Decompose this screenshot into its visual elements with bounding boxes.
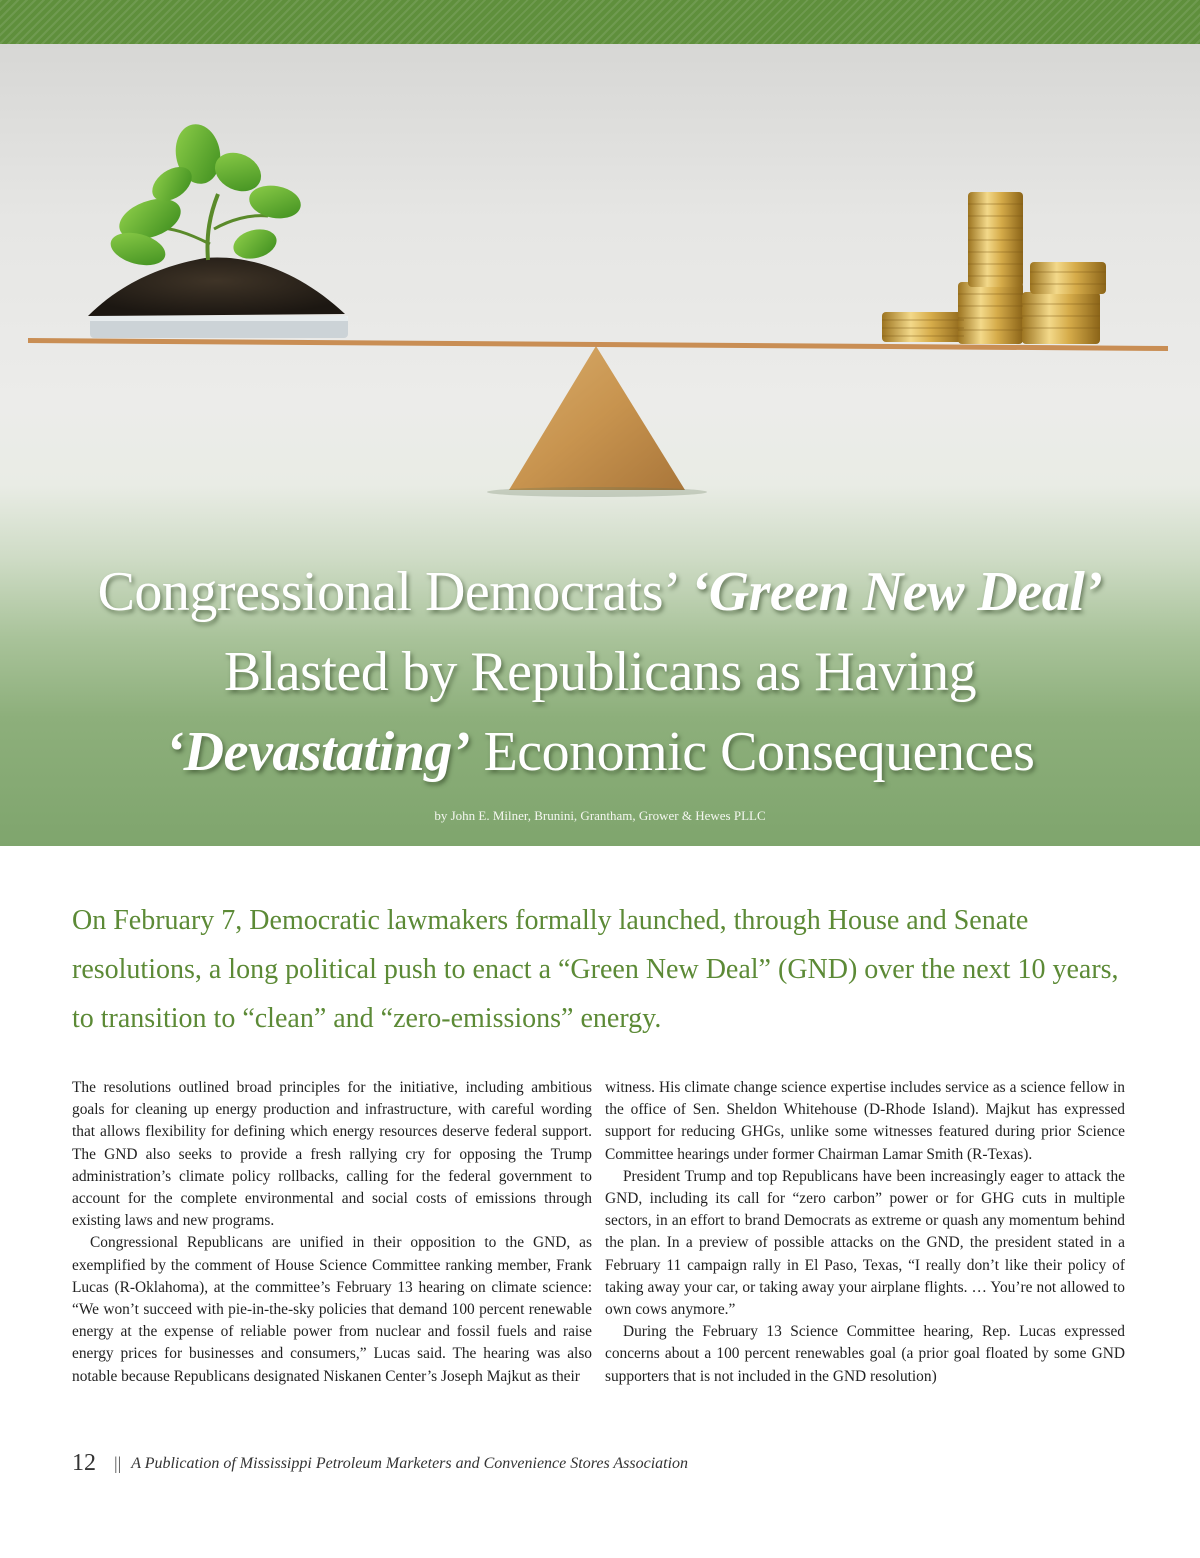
article-headline [0, 552, 1200, 792]
body-paragraph: President Trump and top Republicans have been increasingly eager to attack the GND, including its call for “zero carbon” power or for GHG cuts in multiple sectors, in an effort to brand Democrats as extreme or quash any momentum behind the plan. In a preview of possible attacks on the GND, the president stated in a February 11 campaign rally in El Paso, Texas, “I really don’t like their policy of taking away your car, or taking away your airplane flights. … You’re not allowed to own cows anymore.” [605, 1167, 1125, 1319]
page-footer [72, 1450, 972, 1490]
body-paragraph: witness. His climate change science expertise includes service as a science fellow in the office of Sen. Sheldon Whitehouse (D-Rhode Island). Majkut has expressed support for reducing GHGs, unlike some witnesses featured during prior Science Committee hearings under former Chairman Lamar Smith (R-Texas). [605, 1079, 1125, 1163]
body-column-left [72, 1077, 592, 1388]
headline-line-1-text: Congressional Democrats’ [97, 561, 691, 623]
footer-divider: || [114, 1453, 122, 1473]
body-column-right [605, 1077, 1125, 1388]
hero-image [0, 44, 1200, 846]
headline-emphasis-green-new-deal: ‘Green New Deal’ [690, 561, 1103, 623]
body-paragraph: Congressional Republicans are unified in their opposition to the GND, as exemplified by the comment of House Science Committee ranking member, Frank Lucas (R-Oklahoma), at the committee’s February 13 hearing on climate science: “We won’t succeed with pie-in-the-sky policies that demand 100 percent renewable energy at the expense of reliable power from nuclear and fossil fuels and raise energy prices for businesses and consumers,” Lucas said. The hearing was also notable because Republicans designated Niskanen Center’s Joseph Majkut as their [72, 1234, 592, 1385]
headline-line-1 [0, 552, 1200, 632]
fulcrum-triangle [509, 346, 685, 490]
byline: by John E. Milner, Brunini, Grantham, Grower & Hewes PLLC [434, 808, 766, 823]
lead-paragraph: On February 7, Democratic lawmakers formally launched, through House and Senate resolutions, a long political push to enact a “Green New Deal” (GND) over the next 10 years, to transition to “clean” and “zero-emissions” energy. [72, 905, 1119, 1034]
page-number: 12 [72, 1450, 96, 1476]
coin-stacks [882, 192, 1106, 344]
headline-line-3-text: Economic Consequences [470, 721, 1035, 783]
headline-line-3 [0, 712, 1200, 792]
headline-line-2: Blasted by Republicans as Having [223, 641, 977, 703]
soil-mound [88, 257, 345, 316]
headline-emphasis-devastating: ‘Devastating’ [165, 721, 471, 783]
petri-dish [90, 316, 348, 338]
seedling-plant [107, 121, 303, 271]
top-decorative-band [0, 0, 1200, 44]
body-paragraph: The resolutions outlined broad principles for the initiative, including ambitious goals for cleaning up energy production and infrastructure, with careful wording that allows flexibility for defining which energy resources deserve federal support. The GND also seeks to provide a fresh rallying cry for opposing the Trump administration’s climate policy rollbacks, calling for the federal government to account for the complete environmental and social costs of emissions through existing laws and new programs. [72, 1079, 592, 1230]
publication-title: A Publication of Mississippi Petroleum Marketers and Convenience Stores Association [131, 1454, 689, 1472]
body-paragraph: During the February 13 Science Committee hearing, Rep. Lucas expressed concerns about a 100 percent renewables goal (a prior goal floated by some GND supporters that is not included in the GND resolution) [605, 1323, 1125, 1385]
